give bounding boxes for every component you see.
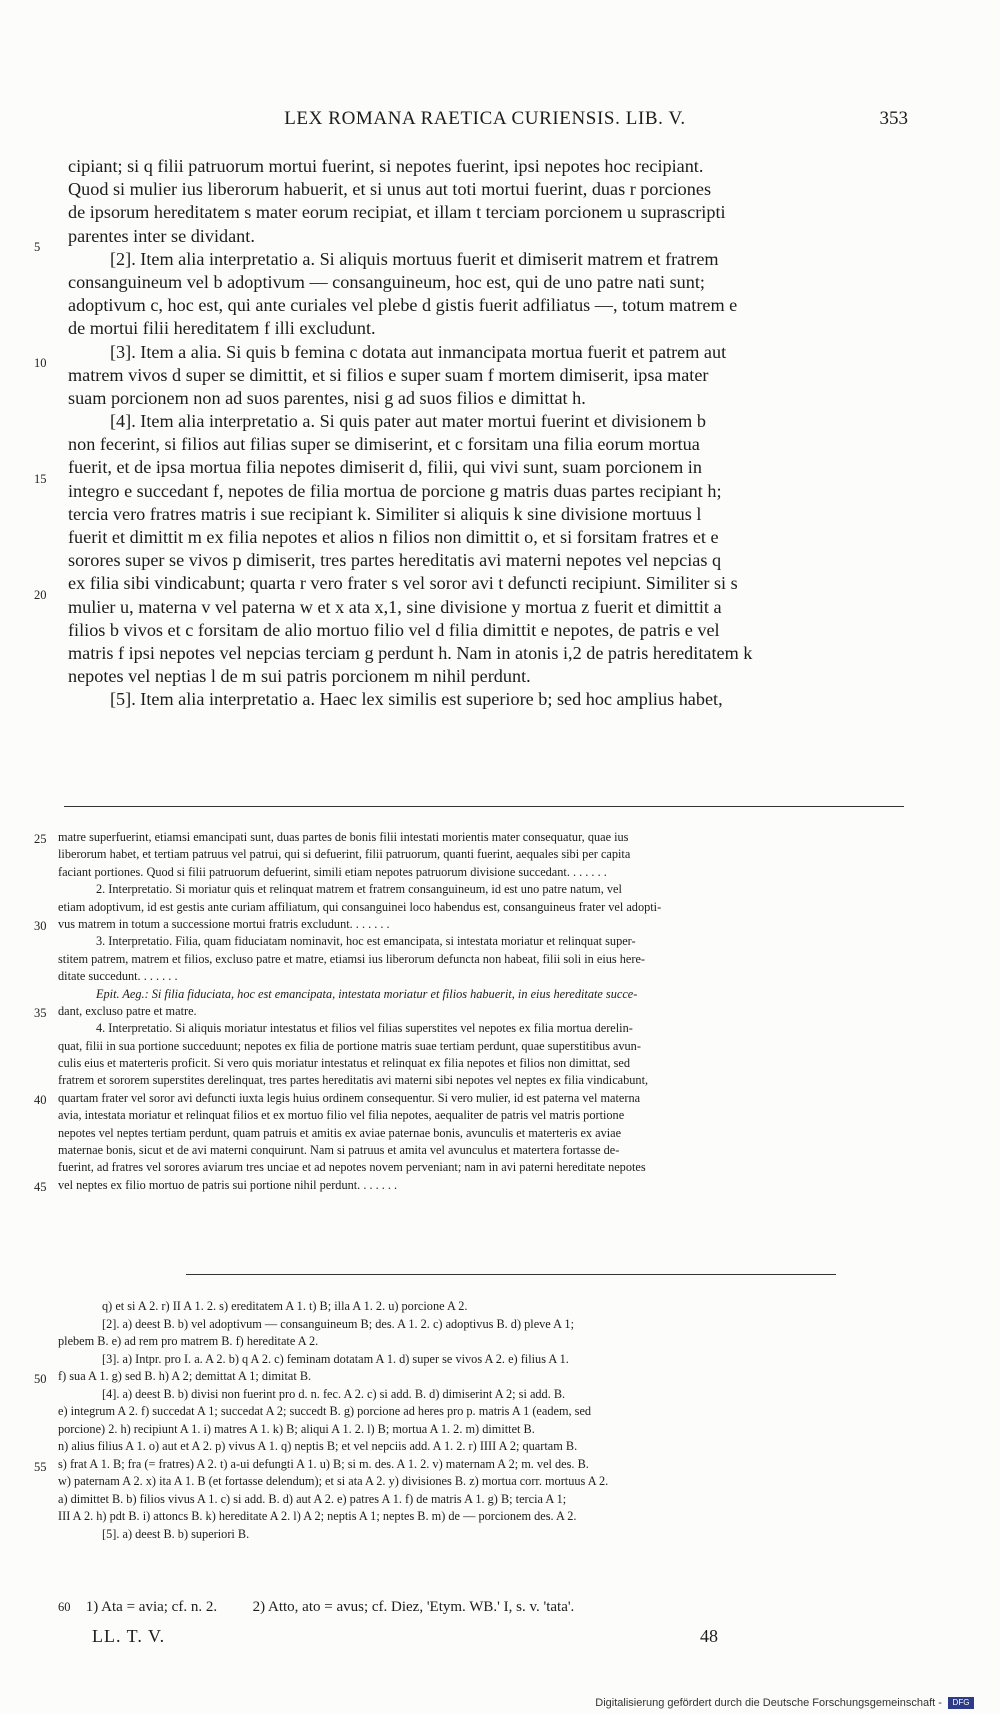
apparatus-line: [4]. a) deest B. b) divisi non fuerint pro d. n. fec. A 2. c) si add. B. d) dimiserint A 2; si add. B.	[102, 1386, 566, 1401]
dfg-logo: DFG	[948, 1697, 974, 1709]
line-number: 25	[34, 832, 47, 846]
commentary-line: etiam adoptivum, id est gestis ante curiam affiliatum, qui consanguinei loco habendus est, consanguineus frater vel adopti-	[58, 899, 662, 914]
text-line: tercia vero fratres matris i sue recipiant k. Similiter si aliquis k sine divisione mortuus l	[68, 503, 702, 524]
text-line: fuerit et dimittit m ex filia nepotes et alios n filios non dimittit o, et si forsitam fratres et e	[68, 527, 719, 547]
text-line: parentes inter se dividant.	[68, 225, 255, 246]
line-number: 30	[34, 919, 47, 933]
line-number: 50	[34, 1372, 47, 1386]
footnote-1: 1) Ata = avia; cf. n. 2.	[85, 1599, 218, 1615]
apparatus-line: plebem B. e) ad rem pro matrem B. f) hereditate A 2.	[58, 1334, 319, 1348]
text-line: [5]. Item alia interpretatio a. Haec lex similis est superiore b; sed hoc amplius habet,	[110, 689, 723, 710]
text-line: ex filia sibi vindicabunt; quarta r vero frater s vel soror avi t defuncti recipiunt. Similiter si s	[68, 573, 738, 594]
commentary-line: matre superfuerint, etiamsi emancipati sunt, duas partes de bonis filii intestati morientis mater consequatur, quae ius	[58, 830, 629, 844]
text-line: de mortui filii hereditatem f illi excludunt.	[68, 318, 376, 339]
main-text	[68, 155, 908, 712]
text-line: integro e succedant f, nepotes de filia mortua de porcione g matris duas partes recipiant h;	[68, 480, 722, 501]
commentary-line: 4. Interpretatio. Si aliquis moriatur intestatus et filios vel filias superstites vel nepotes ex filia mortua derelin-	[96, 1021, 633, 1036]
text-line: matris f ipsi nepotes vel nepcias terciam g perdunt h. Nam in atonis i,2 de patris hereditatem k	[68, 642, 753, 663]
line-number: 35	[34, 1006, 47, 1020]
text-line: matrem vivos d super se dimittit, et si filios e super suam f mortem dimiserit, ipsa mater	[68, 364, 709, 385]
footnotes	[58, 1599, 574, 1616]
line-number: 40	[34, 1093, 47, 1107]
text-line: de ipsorum hereditatem s mater eorum recipiat, et illam t terciam porcionem u suprascripti	[68, 202, 726, 223]
line-number: 45	[34, 1180, 47, 1194]
apparatus-line: f) sua A 1. g) sed B. h) A 2; demittat A 1; dimitat B.	[58, 1369, 312, 1383]
commentary-line: culis eius et materteris proficit. Si vero quis moriatur intestatus et relinquat ex filia nepotes et filios non dimittat, sed	[58, 1056, 631, 1071]
apparatus-line: [2]. a) deest B. b) vel adoptivum — consanguineum B; des. A 1. 2. c) adoptivus B. d) pleve A 1;	[102, 1316, 574, 1331]
running-title: LEX ROMANA RAETICA CURIENSIS. LIB. V.	[284, 108, 686, 129]
apparatus-line: q) et si A 2. r) II A 1. 2. s) ereditatem A 1. t) B; illa A 1. 2. u) porcione A 2.	[102, 1299, 468, 1313]
line-number: 5	[34, 240, 41, 254]
commentary-line: liberorum habet, et tertiam patruus vel patrui, qui si defuerint, filii patruorum, quanti fuerint, aequales sibi per capita	[58, 847, 631, 862]
apparatus-line: w) paternam A 2. x) ita A 1. B (et fortasse delendum); et si ata A 2. y) divisiones B. z) mortua corr. mortuus A 2.	[58, 1474, 609, 1488]
line-number: 60	[58, 1600, 71, 1614]
commentary-line: Epit. Aeg.: Si filia fiduciata, hoc est emancipata, intestata moriatur et filios habuerit, in eius hereditate succe-	[96, 986, 638, 1001]
running-header	[62, 108, 908, 134]
text-line: [4]. Item alia interpretatio a. Si quis pater aut mater mortui fuerint et divisionem b	[110, 411, 706, 432]
page-number: 353	[879, 108, 908, 129]
digitization-credit	[595, 1697, 974, 1709]
apparatus-line: [5]. a) deest B. b) superiori B.	[102, 1526, 250, 1541]
line-number: 55	[34, 1460, 47, 1474]
apparatus-line: III A 2. h) pdt B. i) attoncs B. k) hereditate A 2. l) A 2; neptis A 1; neptes B. m) de — porcionem des. A 2.	[58, 1509, 577, 1523]
text-line: Quod si mulier ius liberorum habuerit, et si unus aut toti mortui fuerint, duas r porciones	[68, 179, 712, 200]
text-line: mulier u, materna v vel paterna w et x ata x,1, sine divisione y mortua z fuerit et dimittit a	[68, 596, 722, 617]
commentary-line: vel neptes ex filio mortuo de patris sui portione nihil perdunt. . . . . . .	[58, 1177, 398, 1192]
apparatus-line: porcione) 2. h) recipiunt A 1. i) matres A 1. k) B; aliqui A 1. 2. l) B; mortua A 1. 2. m) dimittet B.	[58, 1421, 535, 1436]
commentary-line: fuerint, ad fratres vel sorores aviarum tres unciae et ad nepotes novem perveniant; nam in avi paterni hereditate nepotes	[58, 1160, 646, 1175]
text-line: consanguineum vel b adoptivum — consanguineum, hoc est, qui de uno patre nati sunt;	[68, 271, 705, 292]
apparatus-line: [3]. a) Intpr. pro I. a. A 2. b) q A 2. c) feminam dotatam A 1. d) super se vivos A 2. e) filius A 1.	[102, 1351, 569, 1366]
text-line: fuerit, et de ipsa mortua filia nepotes dimiserit d, filii, qui vivi sunt, suam porcionem in	[68, 457, 702, 478]
commentary-line: maternae bonis, sicut et de avi materni conquirunt. Nam si patruus et amita vel avunculus et matertera fortasse de-	[58, 1143, 620, 1158]
credit-text: Digitalisierung gefördert durch die Deutsche Forschungsgemeinschaft -	[595, 1697, 942, 1709]
commentary-line: quat, filii in sua portione succeduunt; nepotes ex filia de portione matris suae tertiam perdunt, quae superstitibus avun-	[58, 1038, 641, 1053]
printer-signature: LL. T. V.	[92, 1626, 166, 1646]
text-line: adoptivum c, hoc est, qui ante curiales vel plebe d gistis fuerit adfiliatus —, totum matrem e	[68, 295, 738, 316]
commentary-line: avia, intestata moriatur et relinquat filios et ex mortuo filio vel filia nepotes, aequaliter de patris vel matris portione	[58, 1108, 625, 1123]
commentary-line: ditate succedunt. . . . . . .	[58, 969, 178, 984]
commentary-line: dant, excluso patre et matre.	[58, 1003, 197, 1018]
line-number: 15	[34, 472, 47, 486]
commentary-line: faciant portiones. Quod si filii patruorum defuerint, simili etiam nepotes patruorum divisione succedant. . . . . . .	[58, 864, 607, 879]
commentary-line: 2. Interpretatio. Si moriatur quis et relinquat matrem et fratrem consanguineum, id est uno patre natum, vel	[96, 882, 622, 897]
footnote-2: 2) Atto, ato = avus; cf. Diez, 'Etym. WB.' I, s. v. 'tata'.	[252, 1599, 575, 1615]
commentary-line: stitem patrem, matrem et filios, excluso patre et matre, etiamsi ius liberorum defuncta non habeat, filii soli in eius here-	[58, 951, 645, 966]
apparatus-line: e) integrum A 2. f) succedat A 1; succedat A 2; succedt B. g) porcione ad heres pro p. matris A 1 (eadem, sed	[58, 1404, 592, 1418]
apparatus-line: a) dimittet B. b) filios vivus A 1. c) si add. B. d) aut A 2. e) patres A 1. f) de matris A 1. g) B; tercia A 1;	[58, 1491, 567, 1506]
critical-apparatus	[58, 1298, 910, 1543]
commentary-line: 3. Interpretatio. Filia, quam fiduciatam nominavit, hoc est emancipata, si intestata moriatur et relinquat super-	[96, 934, 636, 949]
text-line: cipiant; si q filii patruorum mortui fuerint, si nepotes fuerint, ipsi nepotes hoc recipiant.	[68, 156, 704, 176]
line-number: 10	[34, 356, 47, 370]
text-line: [2]. Item alia interpretatio a. Si aliquis mortuus fuerit et dimiserit matrem et fratrem	[110, 248, 719, 269]
text-line: nepotes vel neptias l de m sui patris porcionem m nihil perdunt.	[68, 666, 531, 687]
apparatus-line: s) frat A 1. B; fra (= fratres) A 2. t) a-ui defungti A 1. u) B; si m. des. A 1. 2. v) maternam A 2; m. vel des. B.	[58, 1456, 589, 1471]
commentary-line: quartam frater vel soror avi defuncti iuxta legis huius ordinem consequentur. Si vero mulier, id est paterna vel materna	[58, 1090, 641, 1105]
section-rule	[64, 806, 904, 807]
apparatus-line: n) alius filius A 1. o) aut et A 2. p) vivus A 1. q) neptis B; et vel nepciis add. A 1. 2. r) IIII A 2; quartam B.	[58, 1439, 578, 1453]
commentary-line: nepotes vel neptes tertiam perdunt, quam patruis et amitis ex aviae paternae bonis, avunculis et materteris ex aviae	[58, 1125, 622, 1140]
text-line: sorores super se vivos p dimiserit, tres partes hereditatis avi materni nepotes vel nepcias q	[68, 550, 722, 571]
text-line: filios b vivos et c forsitam de alio mortuo filio vel d filia dimittit e nepotes, de patris e vel	[68, 619, 720, 640]
section-rule	[186, 1274, 836, 1275]
line-number: 20	[34, 588, 47, 602]
text-line: non fecerint, si filios aut filias super se dimiserint, et c forsitam una filia eorum mortua	[68, 434, 700, 455]
text-line: [3]. Item a alia. Si quis b femina c dotata aut inmancipata mortua fuerit et patrem aut	[110, 341, 727, 362]
commentary	[58, 829, 910, 1194]
commentary-line: fratrem et sororem superstites derelinquat, tres partes hereditatis avi materni sibi nepotes vel neptes ex filia vindicabunt,	[58, 1073, 649, 1088]
commentary-line: vus matrem in totum a successione mortui fratris excludunt. . . . . . .	[58, 916, 390, 931]
signature-number: 48	[700, 1626, 718, 1646]
text-line: suam porcionem non ad suos parentes, nisi g ad suos filios e dimittat h.	[68, 387, 586, 408]
